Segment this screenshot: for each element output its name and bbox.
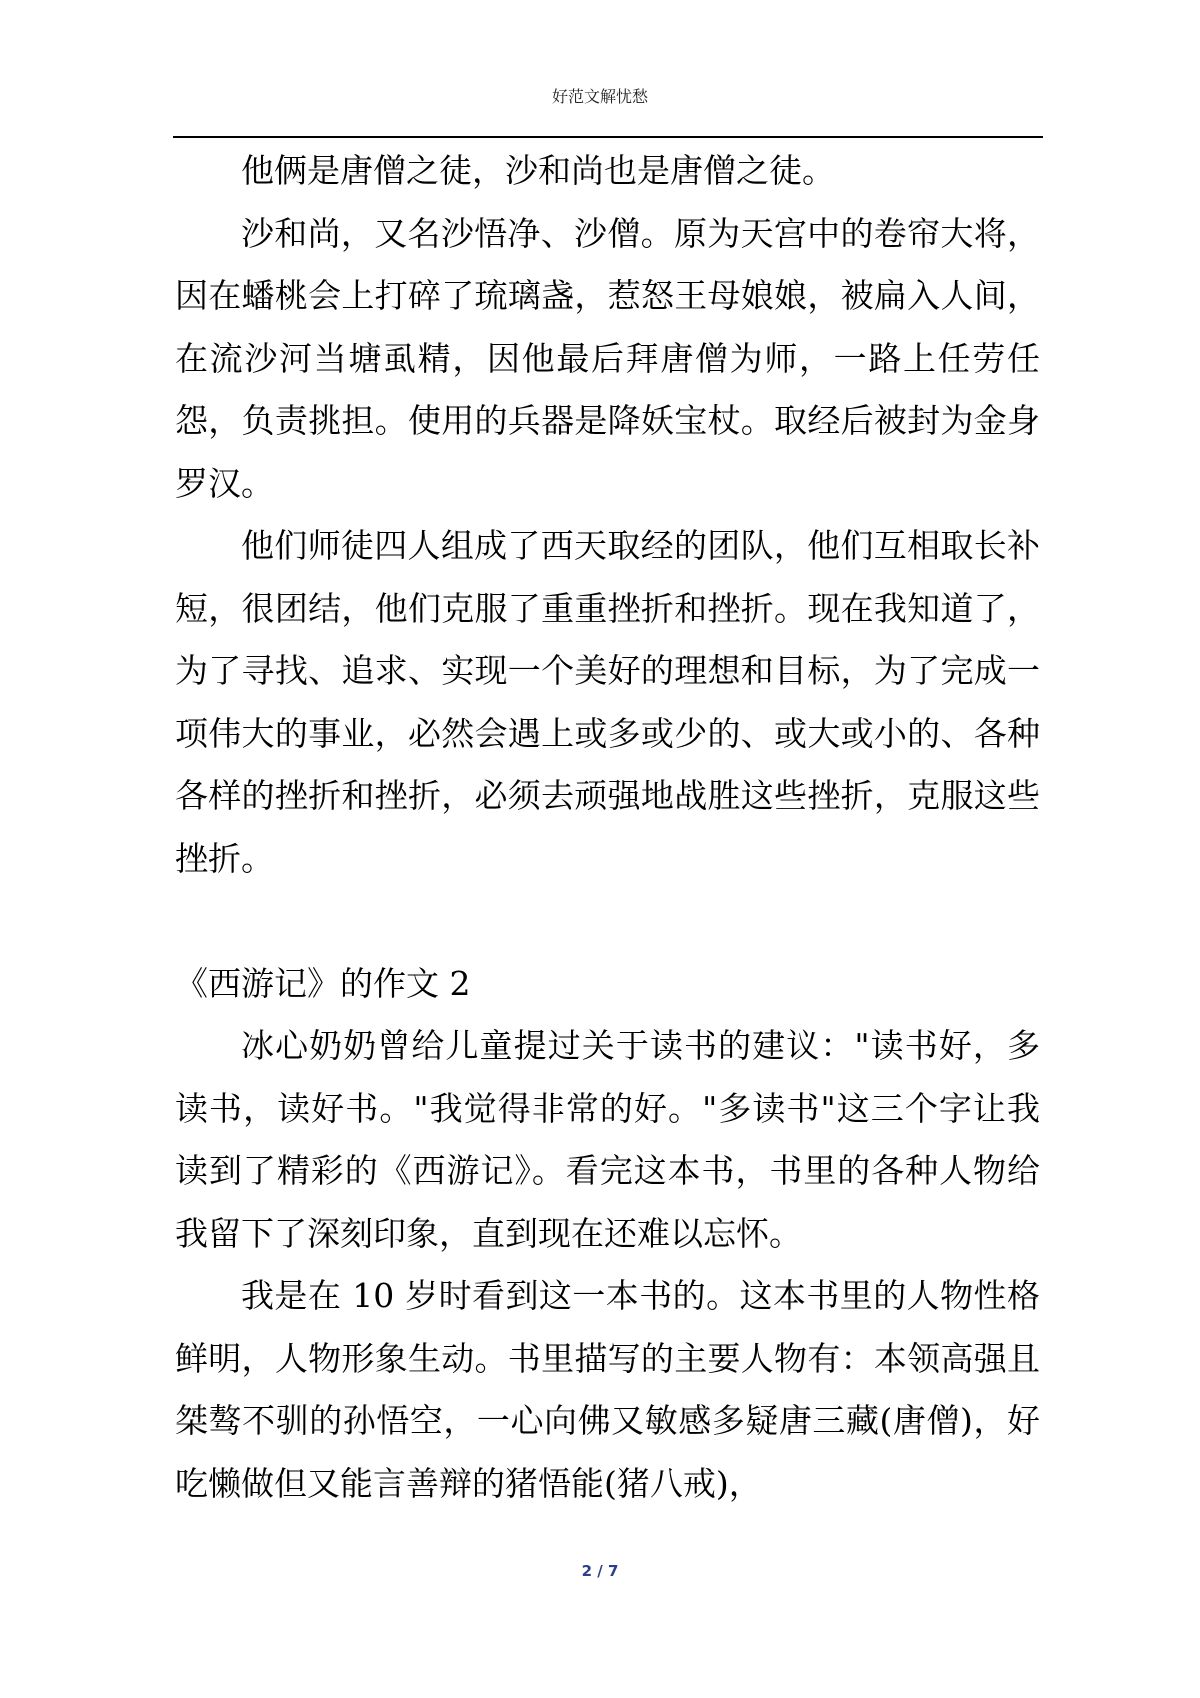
document-body [175,140,1040,1515]
paragraph-4: 冰心奶奶曾给儿童提过关于读书的建议："读书好，多读书，读好书。"我觉得非常的好。"多读书"这三个字让我读到了精彩的《西游记》。看完这本书，书里的各种人物给我留下了深刻印象，直到现在还难以忘怀。 [175,1026,1040,1253]
page-number: 2 / 7 [581,1562,619,1580]
paragraph-3: 他们师徒四人组成了西天取经的团队，他们互相取长补短，很团结，他们克服了重重挫折和挫折。现在我知道了，为了寻找、追求、实现一个美好的理想和目标，为了完成一项伟大的事业，必然会遇上或多或少的、或大或小的、各种各样的挫折和挫折，必须去顽强地战胜这些挫折，克服这些挫折。 [175,526,1040,878]
paragraph-2: 沙和尚，又名沙悟净、沙僧。原为天宫中的卷帘大将，因在蟠桃会上打碎了琉璃盏，惹怒王母娘娘，被扁入人间，在流沙河当塘虱精，因他最后拜唐僧为师，一路上任劳任怨，负责挑担。使用的兵器是降妖宝杖。取经后被封为金身罗汉。 [175,213,1040,503]
paragraph-5: 我是在 10 岁时看到这一本书的。这本书里的人物性格鲜明，人物形象生动。书里描写的主要人物有：本领高强且桀骜不驯的孙悟空，一心向佛又敏感多疑唐三藏(唐僧)，好吃懒做但又能言善辩的猪悟能(猪八戒)， [175,1276,1040,1503]
paragraph-1: 他俩是唐僧之徒，沙和尚也是唐僧之徒。 [241,151,835,190]
page-header: 好范文解忧愁 [551,87,648,106]
header-divider [173,136,1043,138]
section-heading: 《西游记》的作文 2 [175,963,471,1003]
